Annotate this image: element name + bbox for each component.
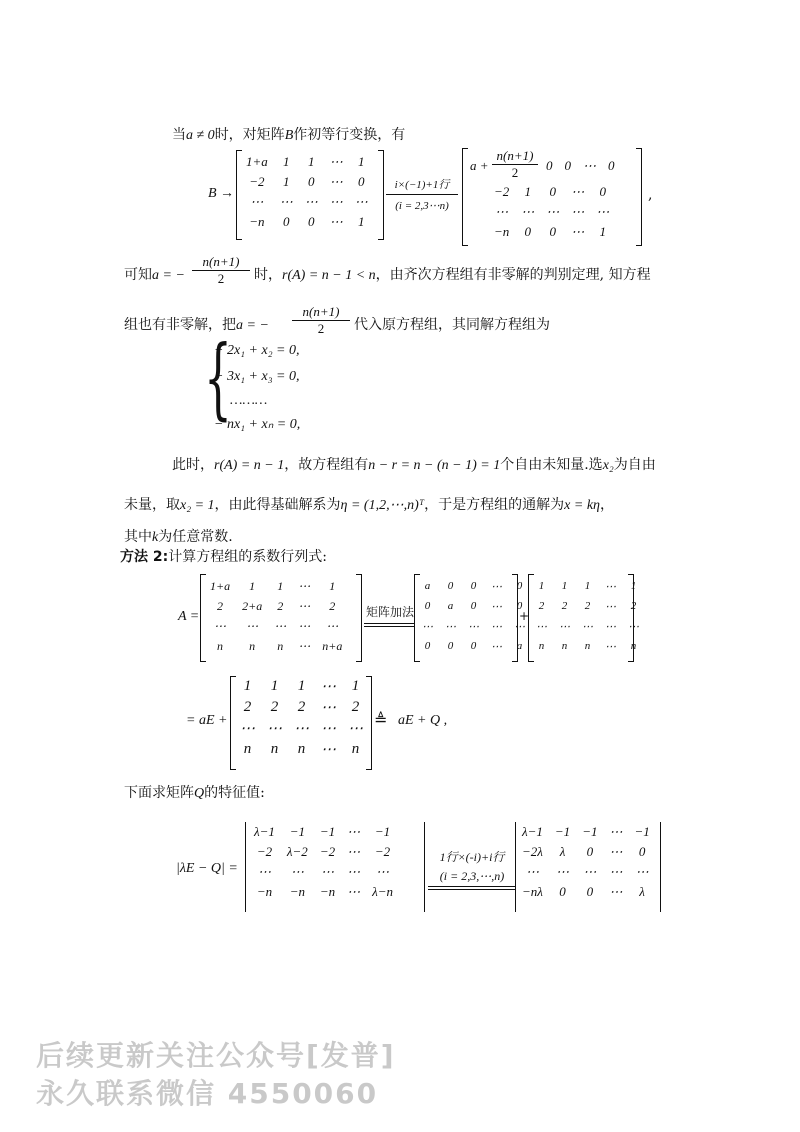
math: a ≠ 0	[186, 128, 215, 143]
matrix-cell: 0	[608, 158, 615, 173]
matrix-cell: 0	[470, 640, 477, 652]
matrix-row	[240, 212, 374, 232]
text: ，	[599, 497, 614, 513]
matrix-cell: −1	[554, 824, 571, 839]
matrix-row	[516, 842, 656, 862]
matrix-cell: 2	[630, 600, 637, 612]
matrix-cell: 1	[358, 214, 365, 229]
matrix-cell: n	[249, 638, 256, 653]
text: 组也有非零解，把	[124, 317, 236, 333]
matrix-cell: 0	[549, 224, 557, 239]
math: a = −	[236, 318, 269, 333]
text: 为自由	[613, 457, 656, 473]
matrix-cell: n	[297, 741, 306, 757]
text: 的特征值:	[204, 785, 265, 801]
matrix-cell: ⋯	[605, 620, 616, 633]
denominator: 2	[217, 271, 225, 286]
matrix-cell: 0	[447, 580, 454, 592]
matrix-cell: ⋯	[609, 884, 623, 899]
matrix-cell: ⋯	[422, 620, 433, 633]
matrix-cell: ⋯	[609, 844, 623, 859]
watermark-line1: 后续更新关注公众号[发普]	[36, 1039, 396, 1072]
matrix-row	[240, 192, 374, 212]
matrix-cell: ⋯	[329, 154, 343, 169]
matrix-row	[234, 739, 369, 760]
eq3-rhs: aE + Q ,	[398, 713, 448, 728]
matrix-row	[204, 616, 348, 636]
matrix-cell: a	[516, 640, 523, 652]
matrix-cell: 1	[561, 580, 568, 592]
math: n − r = n − (n − 1) = 1	[368, 458, 501, 473]
matrix-cell: −2	[374, 844, 391, 859]
math: x₂ = 1	[180, 498, 215, 513]
matrix-cell: ⋯	[267, 721, 282, 737]
text: 其中	[124, 529, 152, 545]
text: ，于是方程组的通解为	[424, 497, 565, 513]
matrix-cell: ⋯	[536, 620, 547, 633]
matrix-cell: −n	[494, 224, 510, 239]
matrix-cell: ⋯	[376, 864, 390, 879]
matrix-cell: 0	[586, 844, 594, 859]
matrix-cell: 2	[329, 598, 336, 613]
matrix-cell: ⋯	[514, 620, 525, 633]
system-eq: − 2x₁ + x₂ = 0,	[214, 343, 300, 358]
text: ，由齐次方程组有非零解的判别定理, 知方程	[375, 267, 651, 283]
matrix-cell: λ−1	[522, 824, 543, 839]
matrix-row	[248, 822, 399, 842]
matrix-cell: 0	[524, 224, 532, 239]
matrix-cell: 0	[516, 600, 523, 612]
matrix-cell: 1	[297, 678, 306, 694]
text: 此时，	[172, 457, 214, 473]
matrix-cell: 2	[277, 598, 284, 613]
math: Q	[194, 786, 205, 801]
matrix-cell: ⋯	[583, 158, 596, 173]
matrix-row	[248, 862, 399, 882]
eq3-lhs: = aE +	[186, 713, 228, 728]
matrix-cell: n	[538, 640, 545, 652]
bracket	[378, 150, 384, 240]
para3-rest: 代入原方程组，其同解方程组为	[354, 317, 550, 333]
numerator: n(n+1)	[492, 148, 538, 165]
eq1-row1-rest	[540, 156, 621, 176]
text: 当	[172, 127, 186, 143]
matrix-cell: ⋯	[354, 194, 368, 209]
para2-fraction	[192, 254, 250, 287]
eq1-frac-prefix: a +	[470, 158, 489, 173]
matrix-cell: −1	[319, 824, 336, 839]
matrix-cell: ⋯	[329, 214, 343, 229]
matrix-cell: λ	[639, 884, 645, 899]
matrix-cell: ⋯	[246, 618, 259, 633]
matrix-cell: 0	[283, 214, 290, 229]
eq4-row-op	[428, 848, 516, 890]
eq1-right-matrix	[488, 182, 615, 242]
matrix-cell: ⋯	[347, 844, 361, 859]
matrix-cell: ⋯	[250, 194, 264, 209]
matrix-cell: ⋯	[495, 204, 509, 219]
matrix-cell: ⋯	[298, 578, 311, 593]
matrix-cell: 2	[584, 600, 591, 612]
para5	[124, 498, 614, 513]
matrix-cell: 2	[561, 600, 568, 612]
matrix-cell: ⋯	[521, 204, 535, 219]
matrix-cell: 2	[351, 699, 360, 715]
matrix-cell: ⋯	[298, 638, 311, 653]
det-bar	[245, 822, 246, 912]
matrix-cell: ⋯	[445, 620, 456, 633]
op-bottom: (i = 2,3⋯n)	[386, 194, 458, 212]
matrix-row	[516, 862, 656, 882]
matrix-cell: n	[561, 640, 568, 652]
matrix-cell: ⋯	[321, 721, 336, 737]
matrix-cell: ⋯	[329, 174, 343, 189]
math: k	[152, 530, 159, 545]
matrix-cell: n	[584, 640, 591, 652]
math: x = kη	[564, 498, 600, 513]
matrix-cell: 0	[358, 174, 365, 189]
matrix-cell: 1	[277, 578, 284, 593]
text: 未量，取	[124, 497, 180, 513]
bracket	[636, 148, 642, 246]
comma: ,	[648, 187, 653, 203]
math: B	[284, 128, 294, 143]
matrix-cell: λ−2	[286, 844, 308, 859]
matrix-cell: ⋯	[605, 640, 616, 653]
matrix-cell: 0	[447, 640, 454, 652]
para7	[124, 786, 265, 801]
matrix-cell: 1	[243, 678, 252, 694]
matrix-cell: 1	[283, 154, 290, 169]
left-brace: {	[204, 328, 232, 430]
det-bar	[660, 822, 661, 912]
matrix-cell: ⋯	[304, 194, 318, 209]
matrix-cell: 1	[249, 578, 256, 593]
matrix-row	[234, 718, 369, 739]
matrix-cell: ⋯	[298, 598, 311, 613]
matrix-cell: 1	[329, 578, 336, 593]
matrix-cell: ⋯	[257, 864, 271, 879]
eq2-op: 矩阵加法	[366, 605, 415, 619]
matrix-cell: 0	[546, 158, 553, 173]
matrix-cell: 1	[351, 678, 360, 694]
matrix-cell: 1+a	[210, 578, 231, 593]
method-label: 方法 2:	[120, 549, 169, 565]
matrix-cell: λ−n	[372, 884, 393, 899]
op-top: 1行×(-i)+i行	[439, 850, 505, 864]
matrix-cell: ⋯	[546, 204, 560, 219]
matrix-cell: ⋯	[571, 184, 585, 199]
bracket	[628, 574, 634, 662]
matrix-cell: 2	[270, 699, 279, 715]
matrix-cell: 2+a	[242, 598, 263, 613]
matrix-cell: n	[630, 640, 637, 652]
double-line	[364, 623, 414, 624]
matrix-cell: ⋯	[582, 620, 593, 633]
text: 时，	[254, 267, 282, 283]
eq4-lhs: |λE − Q| =	[176, 861, 238, 876]
text: 作初等行变换，有	[293, 127, 406, 143]
op-bottom: (i = 2,3,⋯,n)	[439, 869, 505, 883]
matrix-cell: 1	[630, 580, 637, 592]
matrix-cell: ⋯	[605, 580, 616, 593]
matrix-cell: 0	[599, 184, 607, 199]
eq4-left-det	[248, 822, 399, 902]
op-top: i×(−1)+1行	[394, 179, 450, 191]
matrix-cell: 1	[584, 580, 591, 592]
matrix-cell: −nλ	[522, 884, 543, 899]
matrix-cell: n	[277, 638, 284, 653]
para2-rest	[254, 268, 651, 283]
matrix-cell: ⋯	[321, 679, 336, 695]
matrix-cell: ⋯	[347, 884, 361, 899]
eq1-lhs: B →	[208, 186, 235, 201]
matrix-cell: ⋯	[525, 864, 539, 879]
matrix-cell: a	[424, 580, 431, 592]
matrix-cell: ⋯	[491, 620, 502, 633]
matrix-cell: 1	[599, 224, 607, 239]
matrix-cell: ⋯	[348, 721, 363, 737]
matrix-cell: −1	[582, 824, 598, 839]
double-line	[364, 626, 414, 627]
matrix-row	[516, 882, 656, 902]
matrix-cell: 1	[524, 184, 532, 199]
system-eq: ………	[230, 393, 268, 408]
defined-as: ≜	[374, 710, 388, 729]
matrix-cell: ⋯	[609, 824, 623, 839]
matrix-cell: −n	[319, 884, 336, 899]
matrix-row	[488, 222, 615, 242]
matrix-row	[234, 676, 369, 697]
matrix-cell: ⋯	[491, 640, 502, 653]
det-bar	[424, 822, 425, 912]
text: 下面求矩阵	[124, 785, 194, 801]
matrix-cell: 1	[358, 154, 365, 169]
matrix-cell: 2	[538, 600, 545, 612]
matrix-cell: ⋯	[596, 204, 610, 219]
matrix-cell: ⋯	[347, 864, 361, 879]
text: 时，对矩阵	[214, 127, 285, 143]
numerator: n(n+1)	[292, 304, 350, 321]
plus-sign: +	[519, 609, 530, 623]
para1	[172, 128, 405, 143]
matrix-cell: −2	[256, 844, 273, 859]
matrix-cell: 0	[559, 884, 566, 899]
matrix-cell: ⋯	[347, 824, 361, 839]
eq1-row-op	[386, 176, 458, 212]
matrix-cell: −1	[289, 824, 305, 839]
system-eq: − 3x₁ + x₃ = 0,	[214, 369, 300, 384]
matrix-cell: ⋯	[583, 864, 597, 879]
matrix-row	[240, 152, 374, 172]
matrix-cell: −1	[634, 824, 650, 839]
method2-heading	[120, 550, 327, 564]
matrix-cell: 0	[424, 600, 431, 612]
matrix-cell: λ	[559, 844, 566, 859]
matrix-row	[540, 156, 621, 176]
matrix-cell: a	[447, 600, 454, 612]
para6	[124, 530, 233, 545]
matrix-cell: −n	[249, 214, 265, 229]
text: 可知	[124, 267, 152, 283]
matrix-cell: ⋯	[559, 620, 570, 633]
matrix-cell: 0	[549, 184, 557, 199]
matrix-cell: −n	[289, 884, 305, 899]
matrix-cell: 0	[470, 580, 477, 592]
matrix-cell: ⋯	[321, 700, 336, 716]
matrix-cell: 1	[308, 154, 315, 169]
para3-fraction	[292, 304, 350, 337]
matrix-cell: ⋯	[556, 864, 570, 879]
text: 个自由未知量.选	[500, 457, 603, 473]
numerator: n(n+1)	[192, 254, 250, 271]
matrix-cell: n	[351, 741, 360, 757]
matrix-cell: ⋯	[294, 721, 309, 737]
matrix-cell: ⋯	[571, 224, 585, 239]
matrix-cell: 2	[243, 699, 252, 715]
matrix-cell: ⋯	[240, 721, 255, 737]
matrix-cell: n	[243, 741, 252, 757]
eq1-fraction	[492, 148, 538, 181]
matrix-cell: −n	[256, 884, 273, 899]
matrix-cell: ⋯	[321, 742, 336, 758]
matrix-cell: 1	[283, 174, 290, 189]
matrix-row	[204, 636, 348, 656]
matrix-cell: 1	[538, 580, 545, 592]
text: ，故方程组有	[284, 457, 369, 473]
matrix-cell: 0	[564, 158, 571, 173]
matrix-cell: ⋯	[635, 864, 649, 879]
bracket	[512, 574, 518, 662]
matrix-cell: ⋯	[320, 864, 334, 879]
bracket	[462, 148, 468, 246]
matrix-row	[234, 697, 369, 718]
text: 计算方程组的系数行列式:	[168, 549, 327, 565]
math: r(A) = n − 1 < n	[282, 268, 376, 283]
matrix-cell: ⋯	[274, 618, 287, 633]
math: x₂	[602, 458, 614, 473]
system-eq: − nx₁ + xₙ = 0,	[214, 417, 301, 432]
text: ，由此得基础解系为	[214, 497, 341, 513]
math: a = −	[152, 268, 185, 283]
matrix-cell: −2	[319, 844, 336, 859]
matrix-cell: −2	[494, 184, 510, 199]
matrix-cell: 0	[638, 844, 646, 859]
matrix-cell: ⋯	[290, 864, 304, 879]
matrix-row	[248, 842, 399, 862]
bracket	[366, 676, 372, 770]
matrix-cell: ⋯	[326, 618, 339, 633]
math: r(A) = n − 1	[214, 458, 285, 473]
math: η = (1,2,⋯,n)ᵀ	[340, 498, 425, 513]
bracket	[356, 574, 362, 662]
matrix-cell: −2λ	[522, 844, 543, 859]
watermark-line2: 永久联系微信 4550060	[36, 1077, 379, 1110]
matrix-cell: 0	[470, 600, 477, 612]
matrix-cell: ⋯	[279, 194, 293, 209]
para3	[124, 318, 269, 333]
matrix-cell: −2	[249, 174, 265, 189]
matrix-cell: ⋯	[491, 580, 502, 593]
para4	[172, 458, 656, 473]
matrix-cell: 0	[308, 214, 315, 229]
matrix-cell: ⋯	[609, 864, 623, 879]
eq2-A-matrix	[204, 576, 348, 656]
matrix-cell: λ−1	[254, 824, 275, 839]
matrix-cell: ⋯	[214, 618, 227, 633]
denominator: 2	[511, 165, 519, 180]
text: 为任意常数.	[158, 529, 233, 545]
matrix-row	[240, 172, 374, 192]
eq4-right-det	[516, 822, 656, 902]
matrix-row	[204, 576, 348, 596]
matrix-cell: 1+a	[246, 154, 268, 169]
matrix-row	[248, 882, 399, 902]
matrix-cell: 0	[516, 580, 523, 592]
matrix-cell: 0	[308, 174, 315, 189]
eq2-lhs: A =	[178, 609, 200, 624]
matrix-cell: 0	[424, 640, 431, 652]
matrix-cell: ⋯	[491, 600, 502, 613]
matrix-row	[488, 182, 615, 202]
matrix-row	[516, 822, 656, 842]
matrix-cell: 2	[217, 598, 224, 613]
matrix-cell: n+a	[322, 638, 343, 653]
matrix-cell: ⋯	[329, 194, 343, 209]
matrix-cell: 1	[270, 678, 279, 694]
matrix-cell: 0	[586, 884, 594, 899]
matrix-cell: ⋯	[468, 620, 479, 633]
matrix-row	[204, 596, 348, 616]
matrix-row	[488, 202, 615, 222]
matrix-cell: ⋯	[298, 618, 311, 633]
eq3-matrix	[234, 676, 369, 760]
matrix-cell: ⋯	[571, 204, 585, 219]
matrix-cell: n	[270, 741, 279, 757]
para2	[124, 268, 185, 283]
denominator: 2	[317, 321, 325, 336]
matrix-cell: −1	[374, 824, 391, 839]
matrix-cell: n	[217, 638, 224, 653]
matrix-cell: 2	[297, 699, 306, 715]
matrix-cell: ⋯	[628, 620, 639, 633]
eq1-left-matrix	[240, 152, 374, 232]
matrix-cell: ⋯	[605, 600, 616, 613]
